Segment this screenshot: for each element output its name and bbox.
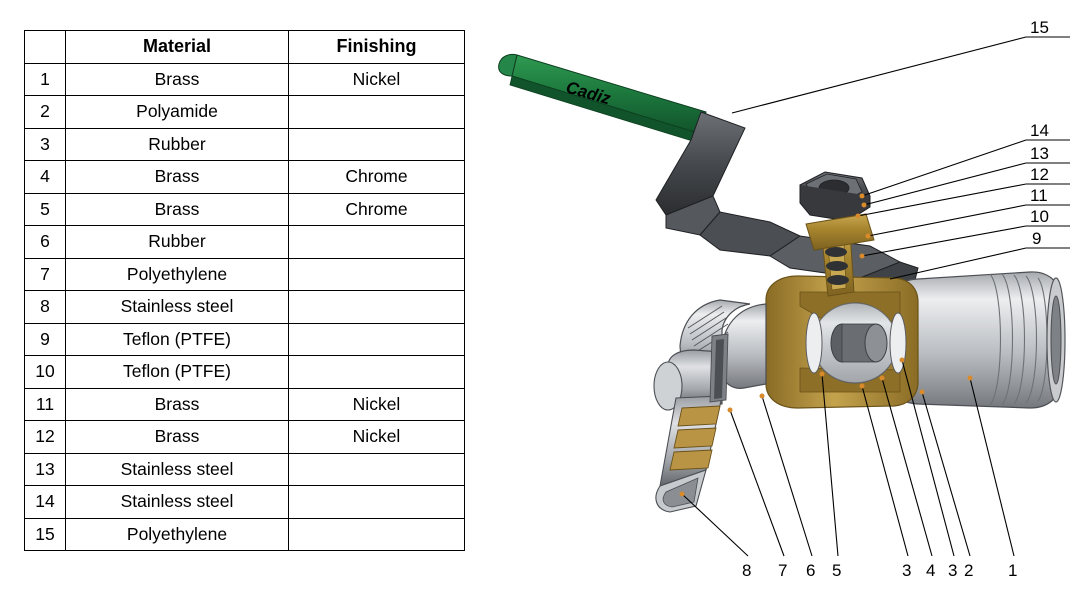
cell-index: 12 (25, 421, 66, 454)
cell-index: 13 (25, 453, 66, 486)
cell-finishing (289, 486, 465, 519)
column-header-finishing: Finishing (289, 31, 465, 64)
callout-10: 10 (1030, 207, 1049, 226)
callout-9: 9 (1032, 229, 1042, 248)
cell-index: 10 (25, 356, 66, 389)
handle-arm (656, 112, 918, 292)
cell-material: Brass (66, 63, 289, 96)
cell-finishing: Nickel (289, 421, 465, 454)
callout-3b: 3 (948, 561, 958, 580)
table-row (25, 356, 465, 389)
table-row (25, 388, 465, 421)
cell-material: Teflon (PTFE) (66, 323, 289, 356)
cell-index: 8 (25, 291, 66, 324)
table-row (25, 193, 465, 226)
cell-finishing (289, 96, 465, 129)
cell-material: Polyethylene (66, 518, 289, 551)
cell-index: 7 (25, 258, 66, 291)
callout-13: 13 (1030, 144, 1049, 163)
table-row (25, 518, 465, 551)
table-row (25, 486, 465, 519)
table-row (25, 96, 465, 129)
cell-index: 3 (25, 128, 66, 161)
cell-material: Stainless steel (66, 453, 289, 486)
callout-4: 4 (926, 561, 936, 580)
cell-index: 14 (25, 486, 66, 519)
cell-material: Brass (66, 161, 289, 194)
callout-11: 11 (1030, 186, 1048, 205)
cell-finishing: Nickel (289, 388, 465, 421)
valve-handle (499, 54, 706, 143)
callout-6: 6 (806, 561, 816, 580)
cell-material: Rubber (66, 128, 289, 161)
table-row (25, 291, 465, 324)
callout-15: 15 (1030, 18, 1049, 37)
cell-material: Polyamide (66, 96, 289, 129)
callout-1: 1 (1008, 561, 1018, 580)
cell-finishing (289, 356, 465, 389)
handle-brand-label: Cadiz (563, 77, 613, 109)
column-header-material: Material (66, 31, 289, 64)
cell-index: 9 (25, 323, 66, 356)
column-header-index (25, 31, 66, 64)
cell-index: 2 (25, 96, 66, 129)
callout-8: 8 (742, 561, 752, 580)
cell-finishing (289, 258, 465, 291)
cell-finishing (289, 226, 465, 259)
table-row (25, 323, 465, 356)
cell-finishing (289, 453, 465, 486)
table-row (25, 226, 465, 259)
ball-valve-exploded-drawing (470, 0, 1083, 609)
cell-index: 15 (25, 518, 66, 551)
cell-index: 4 (25, 161, 66, 194)
cell-index: 11 (25, 388, 66, 421)
hose-connector (654, 300, 766, 512)
cell-material: Brass (66, 193, 289, 226)
callout-5: 5 (832, 561, 842, 580)
cell-finishing (289, 323, 465, 356)
table-header-row (25, 31, 465, 64)
table-row (25, 161, 465, 194)
callout-12: 12 (1030, 165, 1049, 184)
callout-14: 14 (1030, 121, 1049, 140)
cell-index: 5 (25, 193, 66, 226)
materials-table (24, 30, 465, 551)
stem-nut (800, 172, 870, 221)
table-row (25, 63, 465, 96)
cell-material: Stainless steel (66, 291, 289, 324)
cell-material: Rubber (66, 226, 289, 259)
callout-3a: 3 (902, 561, 912, 580)
table-row (25, 258, 465, 291)
cell-material: Polyethylene (66, 258, 289, 291)
cell-material: Brass (66, 421, 289, 454)
callout-7: 7 (778, 561, 788, 580)
cell-finishing: Nickel (289, 63, 465, 96)
table-row (25, 128, 465, 161)
table-row (25, 421, 465, 454)
cell-finishing (289, 128, 465, 161)
cell-finishing: Chrome (289, 161, 465, 194)
table-row (25, 453, 465, 486)
cell-index: 6 (25, 226, 66, 259)
cell-finishing (289, 518, 465, 551)
cell-material: Stainless steel (66, 486, 289, 519)
cell-material: Brass (66, 388, 289, 421)
cell-finishing: Chrome (289, 193, 465, 226)
cell-index: 1 (25, 63, 66, 96)
cell-finishing (289, 291, 465, 324)
callout-2: 2 (964, 561, 974, 580)
cell-material: Teflon (PTFE) (66, 356, 289, 389)
